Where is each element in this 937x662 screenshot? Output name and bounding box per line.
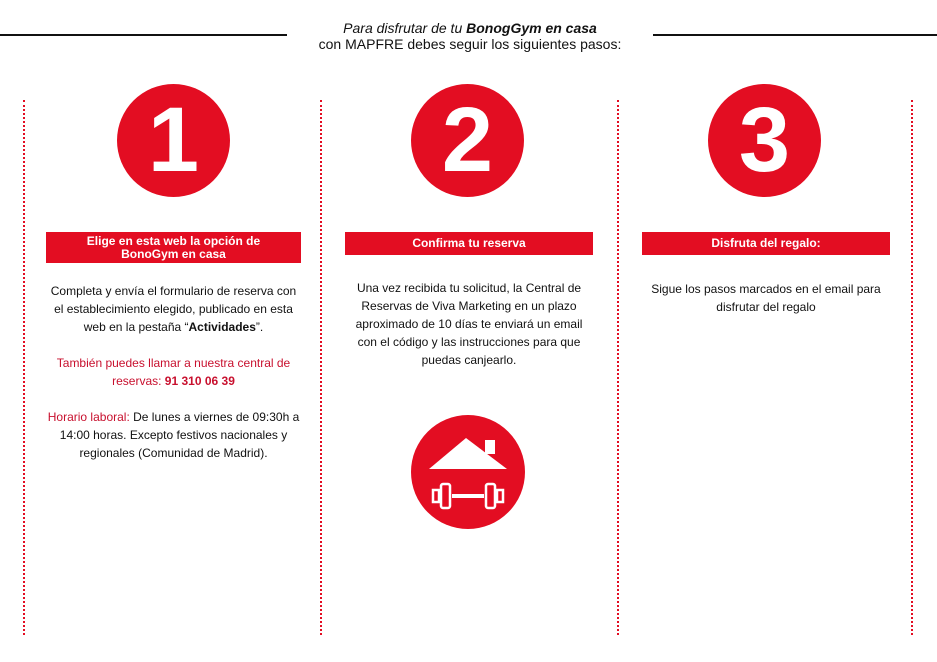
step-1-phone-note <box>46 354 301 390</box>
home-gym-icon <box>411 415 525 529</box>
step-1-para-1-end: ”. <box>255 320 264 334</box>
header-line-1 <box>287 20 653 36</box>
step-2-description: Una vez recibida tu solicitud, la Central de Reservas de Viva Marketing en un plazo aproximado de 10 días te enviará un email con el código y las instrucciones para que puedas canjearlo. <box>355 281 583 367</box>
step-2-number: 2 <box>411 84 524 197</box>
step-1-para-1: Completa y envía el formulario de reserva con el establecimiento elegido, publicado en esta web en la pestaña “ <box>50 284 297 334</box>
step-1-hours <box>46 408 301 462</box>
header-rule-right <box>653 34 937 36</box>
header-rule-left <box>0 34 287 36</box>
hours-label: Horario laboral: <box>47 410 130 424</box>
phone-number[interactable]: 91 310 06 39 <box>164 374 235 388</box>
step-3-number: 3 <box>708 84 821 197</box>
activities-tab-link: Actividades <box>188 320 256 334</box>
step-1-title <box>46 232 301 263</box>
header-intro: Para disfrutar de tu <box>343 20 467 36</box>
step-1-phone-label: También puedes llamar a nuestra central de reservas: <box>56 356 291 388</box>
header-brand: BonogGym en casa <box>466 20 597 36</box>
hours-text: De lunes a viernes de 09:30h a 14:00 horas. Excepto festivos nacionales y regionales (Comunidad de Madrid). <box>59 410 300 460</box>
step-2-title: Confirma tu reserva <box>345 232 593 255</box>
step-3-description: Sigue los pasos marcados en el email para disfrutar del regalo <box>651 282 881 314</box>
home-gym-icon-graphic <box>411 415 525 529</box>
step-3-title: Disfruta del regalo: <box>642 232 890 255</box>
header-line-2: con MAPFRE debes seguir los siguientes pasos: <box>318 36 622 52</box>
page-header <box>287 20 653 52</box>
step-1-description <box>46 282 301 336</box>
divider-1 <box>23 100 25 635</box>
divider-3 <box>617 100 619 635</box>
divider-2 <box>320 100 322 635</box>
step-1-number: 1 <box>117 84 230 197</box>
step-1-title-line-1: Elige en esta web la opción de <box>86 233 261 248</box>
divider-4 <box>911 100 913 635</box>
step-1-title-line-2: BonoGym en casa <box>121 246 226 261</box>
